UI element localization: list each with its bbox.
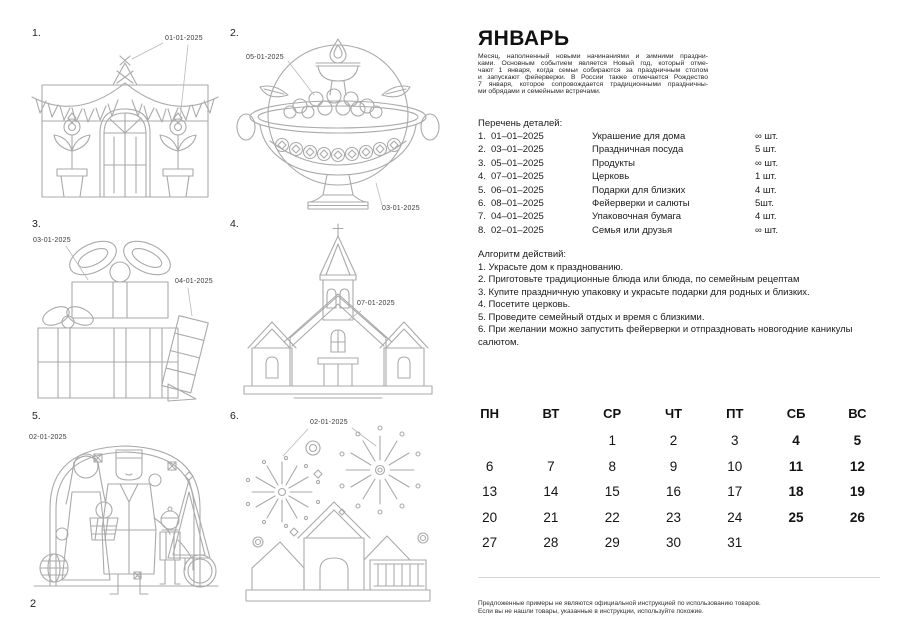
figure-gifts-and-wrapping [20,216,230,408]
house-illustration [20,25,230,215]
footer-note-line1: Предложенные примеры не являются официальной инструкцией по использованию товаров. [478,600,761,607]
month-description [478,53,708,95]
figure-date-label: 05-01-2025 [246,54,284,61]
calendar-day: 22 [604,509,620,525]
calendar-weekday-header-row [459,404,888,424]
calendar-day: 29 [604,535,620,551]
calendar-day: 20 [482,509,498,525]
part-quantity: ∞ шт. [755,131,778,142]
calendar-day: 16 [665,484,681,500]
part-quantity: ∞ шт. [755,224,778,236]
description-line: ми обрядами и семейными встречами. [478,88,601,95]
calendar-day: 25 [788,509,804,525]
description-line: чают 1 января, когда семьи собираются за праздничным столом [478,67,708,74]
calendar-day: 11 [788,458,804,474]
algorithm-step: 6. При желании можно запустить фейерверки и отпраздновать новогодние каникулы салютом. [478,324,853,348]
figure-date-label: 03-01-2025 [33,237,71,244]
description-line: 7 января, которое сопровождается традиционными праздничны- [478,81,708,88]
algorithm-heading: Алгоритм действий: [478,249,567,260]
part-quantity: ∞ шт. [755,157,778,169]
calendar-day: 27 [482,535,498,551]
algorithm-step: 3. Купите праздничную упаковку и украсьте подарки для родных и близких. [478,286,810,298]
figure-date-label: 07-01-2025 [357,300,395,307]
figure-family [20,408,230,610]
page-number: 2 [30,598,37,610]
calendar-day: 13 [482,484,498,500]
part-row [478,131,880,144]
calendar-day: 6 [485,458,494,474]
part-row [478,158,880,171]
part-row [478,171,880,184]
part-number: 2. [478,144,486,156]
part-number: 8. [478,224,486,236]
calendar-day: 14 [543,484,559,500]
calendar-day: 17 [727,484,743,500]
part-name: Фейерверки и салюты [592,197,690,209]
calendar-day: 4 [792,433,800,448]
calendar-day: 5 [853,433,862,448]
description-line: и запускают фейерверки. В России также отмечается Рождество [478,74,708,81]
description-line: Месяц, наполненный новыми начинаниями и зимними праздни- [478,53,708,60]
part-row [478,211,880,224]
calendar-empty-cell [827,530,888,556]
part-date: 07–01–2025 [491,171,544,183]
calendar-grid [459,428,888,556]
part-row [478,198,880,211]
parts-heading: Перечень деталей: [478,118,563,129]
algorithm-steps [478,262,883,350]
calendar-day: 1 [608,433,616,448]
calendar-day: 3 [731,433,739,448]
part-date: 08–01–2025 [491,197,544,209]
figure-number: 3. [32,218,41,230]
weekday-header: ПН [480,406,499,421]
part-name: Церковь [592,171,630,183]
part-quantity: 4 шт. [755,184,777,196]
figure-church [230,216,445,408]
fireworks-illustration [230,408,445,610]
part-quantity: 4 шт. [755,211,777,223]
calendar-day: 28 [543,535,559,551]
figure-fireworks-over-houses [230,408,445,610]
calendar-day: 18 [788,484,804,500]
figure-date-label: 04-01-2025 [175,278,213,285]
calendar-empty-cell [459,428,520,454]
calendar-day: 30 [665,535,681,551]
figure-number: 1. [32,27,41,39]
weekday-header: ПТ [726,406,744,421]
calendar-empty-cell [520,428,581,454]
part-date: 03–01–2025 [491,144,544,156]
calendar-day: 2 [669,433,678,448]
algorithm-step: 2. Приготовьте традиционные блюда или блюда, по семейным рецептам [478,274,800,285]
part-number: 3. [478,157,486,169]
calendar-day: 19 [849,484,865,500]
part-quantity: 5 шт. [755,144,777,156]
calendar-day: 23 [665,509,681,525]
parts-list [478,131,880,238]
figure-date-label: 02-01-2025 [310,419,348,426]
part-quantity: 1 шт. [755,171,777,183]
figure-number: 6. [230,410,239,422]
weekday-header: СР [603,406,622,421]
church-illustration [230,216,445,408]
page-title: ЯНВАРЬ [478,27,570,50]
part-date: 02–01–2025 [491,224,544,236]
calendar-day: 10 [727,458,743,474]
calendar-day: 21 [543,509,559,525]
part-row [478,185,880,198]
description-line: ками. Основным событием является Новый год, который отме- [478,60,708,67]
part-number: 7. [478,211,486,223]
figure-number: 2. [230,27,239,39]
calendar-day: 24 [727,509,743,525]
part-name: Украшение для дома [592,131,686,142]
part-number: 5. [478,184,486,196]
figure-date-label: 01-01-2025 [165,35,203,42]
part-date: 06–01–2025 [491,184,544,196]
footer-divider [478,577,880,578]
part-number: 4. [478,171,486,183]
algorithm-step: 5. Проведите семейный отдых и время с близкими. [478,311,705,323]
weekday-header: СБ [786,406,806,421]
figure-number: 5. [32,410,41,422]
part-number: 1. [478,131,486,142]
footer-note [478,600,888,616]
calendar-empty-cell [765,530,826,556]
weekday-header: ВТ [542,406,560,421]
figure-house-with-garland [20,25,230,215]
footer-note-line2: Если вы не нашли товары, указанные в инструкции, используйте похожие. [478,608,704,615]
figure-number: 4. [230,218,239,230]
calendar-day: 7 [547,458,555,474]
part-quantity: 5шт. [755,197,774,209]
weekday-header: ЧТ [664,406,683,421]
part-date: 04–01–2025 [491,211,544,223]
calendar-day: 31 [727,535,743,551]
figure-date-label: 03-01-2025 [382,205,420,212]
algorithm-step: 4. Посетите церковь. [478,299,571,310]
part-name: Упаковочная бумага [592,211,682,223]
part-name: Подарки для близких [592,184,686,196]
part-row [478,144,880,157]
part-name: Праздничная посуда [592,144,684,156]
figure-date-label: 02-01-2025 [29,434,67,441]
part-name: Продукты [592,157,635,169]
part-date: 05–01–2025 [491,157,544,169]
figure-festive-bowl [230,25,445,225]
calendar-day: 26 [849,509,865,525]
calendar-day: 12 [849,458,865,474]
weekday-header: ВС [848,406,867,421]
part-date: 01–01–2025 [491,131,544,142]
gifts-illustration [20,216,230,408]
calendar-day: 15 [604,484,620,500]
part-row [478,225,880,238]
part-name: Семья или друзья [592,224,673,236]
calendar-day: 9 [669,458,678,474]
calendar-day: 8 [608,458,616,474]
part-number: 6. [478,197,486,209]
algorithm-step: 1. Украсьте дом к празднованию. [478,261,624,273]
